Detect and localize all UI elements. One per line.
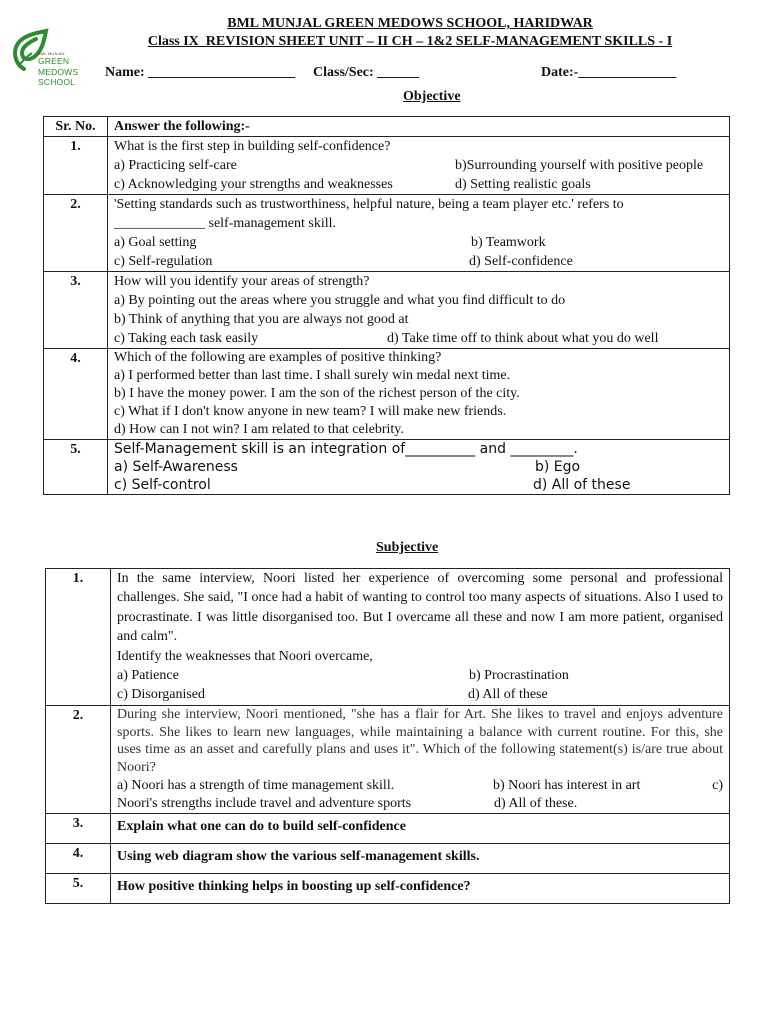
question-number: 2. — [46, 705, 111, 813]
question-text: Using web diagram show the various self-management skills. — [111, 843, 730, 873]
table-row — [44, 440, 730, 495]
option-b: b) Think of anything that you are always not good at — [114, 312, 409, 327]
option-b: b)Surrounding yourself with positive people — [455, 158, 704, 173]
question-cell — [108, 272, 730, 349]
table-row — [46, 705, 730, 813]
objective-title: Objective — [403, 89, 461, 104]
option-a: a) Patience — [117, 668, 179, 684]
option-a: a) I performed better than last time. I shall surely win medal next time. — [114, 368, 511, 383]
question-cell — [111, 569, 730, 706]
option-b: b) Teamwork — [471, 235, 546, 250]
name-field: Name: _____________________ — [105, 65, 296, 80]
question-text: Explain what one can do to build self-confidence — [111, 813, 730, 843]
option-d: d) Setting realistic goals — [455, 177, 591, 192]
table-row — [46, 813, 730, 843]
option-a: a) Goal setting — [114, 235, 197, 250]
subjective-title: Subjective — [376, 540, 439, 555]
date-field: Date:-______________ — [541, 65, 677, 80]
question-text: 'Setting standards such as trustworthiness, helpful nature, being a team player etc.' refers to — [114, 197, 624, 212]
option-d: d) How can I not win? I am related to that celebrity. — [114, 422, 404, 437]
table-row — [44, 137, 730, 195]
table-row — [44, 272, 730, 349]
question-text: Which of the following are examples of positive thinking? — [114, 350, 442, 365]
question-number: 4. — [44, 349, 108, 440]
option-d: d) All of these — [533, 477, 631, 493]
question-text: In the same interview, Noori listed her experience of overcoming some personal and professional challenges. She said, "I once had a habit of wanting to control too many aspects of situations. Also I used to procrastinate. I was little disorganised too. But I overcame all these and now I am more patient, organised and calm". — [117, 571, 723, 645]
logo-text — [38, 51, 78, 88]
option-a: a) By pointing out the areas where you struggle and what you find difficult to do — [114, 293, 566, 308]
question-cell — [108, 137, 730, 195]
question-number: 2. — [44, 195, 108, 272]
logo-line-3: SCHOOL — [38, 77, 76, 87]
option-d: d) Take time off to think about what you do well — [387, 331, 659, 346]
option-b: b) Procrastination — [469, 668, 569, 684]
option-a: a) Noori has a strength of time management skill. — [117, 778, 395, 794]
option-d: d) All of these. — [494, 795, 578, 811]
question-ask: Identify the weaknesses that Noori overcame, — [117, 648, 373, 664]
question-number: 5. — [46, 873, 111, 903]
table-row — [46, 873, 730, 903]
sheet-subtitle: Class IX REVISION SHEET UNIT – II CH – 1&2 SELF-MANAGEMENT SKILLS - I — [147, 34, 673, 49]
question-cell — [111, 705, 730, 813]
question-number: 1. — [46, 569, 111, 706]
question-text: During she interview, Noori mentioned, "she has a flair for Art. She likes to travel and enjoys adventure sports. She likes to learn new languages, while maintaining a balance with current routine. For this, she uses time as an asset and carefully plans and uses it". Which of the following statement(s) is/are true about Noori? — [117, 706, 723, 776]
option-c: c) Disorganised — [117, 687, 205, 703]
option-c: c) Self-regulation — [114, 254, 213, 269]
option-c: c) Taking each task easily — [114, 331, 259, 346]
table-row — [44, 195, 730, 272]
question-text: What is the first step in building self-confidence? — [114, 139, 391, 154]
sr-no-header: Sr. No. — [44, 117, 108, 137]
option-a: a) Self-Awareness — [114, 459, 238, 475]
question-text: How positive thinking helps in boosting up self-confidence? — [111, 873, 730, 903]
option-b: b) I have the money power. I am the son of the richest person of the city. — [114, 386, 520, 401]
question-cell — [108, 440, 730, 495]
class-sec-field: Class/Sec: ______ — [313, 65, 420, 80]
table-row — [44, 349, 730, 440]
table-row — [46, 569, 730, 706]
option-a: a) Practicing self-care — [114, 158, 237, 173]
question-number: 1. — [44, 137, 108, 195]
question-number: 3. — [44, 272, 108, 349]
question-number: 3. — [46, 813, 111, 843]
option-c: Noori's strengths include travel and adventure sports — [117, 795, 412, 811]
question-cell — [108, 349, 730, 440]
question-text: How will you identify your areas of strength? — [114, 274, 370, 289]
option-b: b) Ego — [535, 459, 581, 475]
option-c: c) What if I don't know anyone in new team? I will make new friends. — [114, 404, 507, 419]
option-d: d) Self-confidence — [469, 254, 573, 269]
logo-line-1: GREEN — [38, 56, 70, 66]
logo-line-2: MEDOWS — [38, 66, 79, 77]
option-c-label: c) — [712, 778, 723, 794]
option-b: b) Noori has interest in art — [493, 778, 641, 794]
school-name: BML MUNJAL GREEN MEDOWS SCHOOL, HARIDWAR — [227, 16, 593, 31]
question-number: 4. — [46, 843, 111, 873]
answer-header: Answer the following:- — [108, 117, 730, 137]
objective-table — [43, 116, 730, 495]
table-row — [46, 843, 730, 873]
option-d: d) All of these — [468, 687, 548, 703]
question-number: 5. — [44, 440, 108, 495]
logo-small-text: BML MUNJAL — [38, 51, 66, 56]
question-text-2: _____________ self-management skill. — [114, 216, 337, 231]
option-c: c) Acknowledging your strengths and weaknesses — [114, 177, 393, 192]
table-header-row — [44, 117, 730, 137]
option-c: c) Self-control — [114, 477, 211, 493]
question-text: Self-Management skill is an integration of__________ and _________. — [114, 441, 578, 457]
subjective-table — [45, 568, 730, 904]
question-cell — [108, 195, 730, 272]
